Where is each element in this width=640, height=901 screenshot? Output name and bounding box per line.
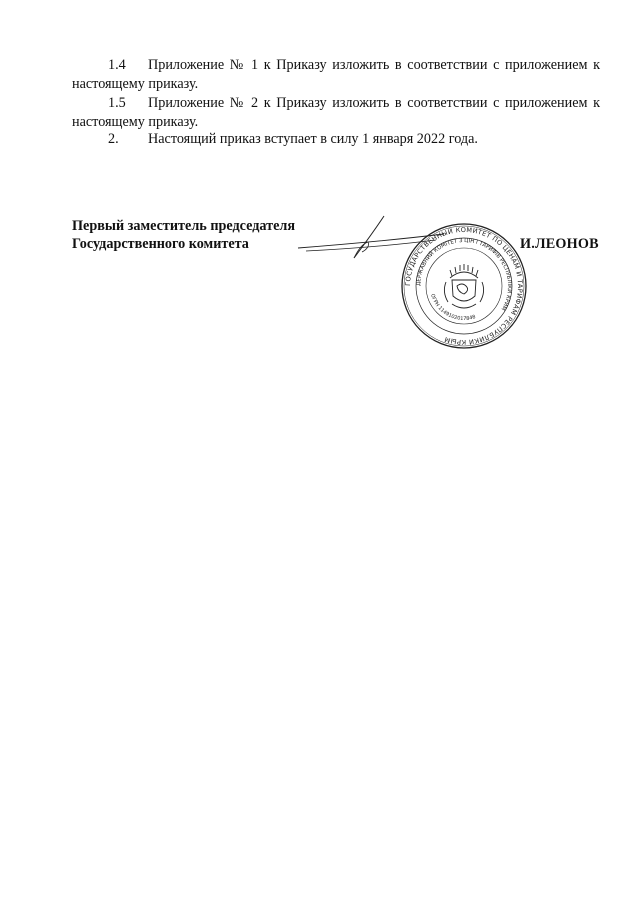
item-text: Приложение № 2 к Приказу изложить в соответствии с приложением к настоящему приказу. [72,95,600,130]
signatory-title-line-1: Первый заместитель председателя [72,218,296,234]
signatory-title [72,217,295,253]
item-1-4 [72,56,600,94]
coat-of-arms-icon [444,264,483,308]
item-text: Приложение № 1 к Приказу изложить в соответствии с приложением к настоящему приказу. [72,57,600,92]
seal-inner-text: ДЕРЖАВНИЙ КОМІТЕТ З ЦІН І ТАРИФІВ РЕСПУБЛІКИ КРИМ [415,237,513,312]
official-seal [400,222,528,350]
item-number: 1.4 [108,57,126,73]
seal-code-text: ОГРН 1149102017848 [429,293,477,323]
item-number: 1.5 [108,95,126,111]
item-2 [72,130,600,149]
item-1-5 [72,94,600,132]
item-text: Настоящий приказ вступает в силу 1 января 2022 года. [148,131,478,147]
signatory-name: И.ЛЕОНОВ [520,236,599,252]
item-number: 2. [108,131,119,147]
seal-outer-text: ГОСУДАРСТВЕННЫЙ КОМИТЕТ ПО ЦЕНАМ И ТАРИФАМ РЕСПУБЛИКИ КРЫМ [403,225,525,347]
signatory-title-line-2: Государственного комитета [72,236,249,252]
